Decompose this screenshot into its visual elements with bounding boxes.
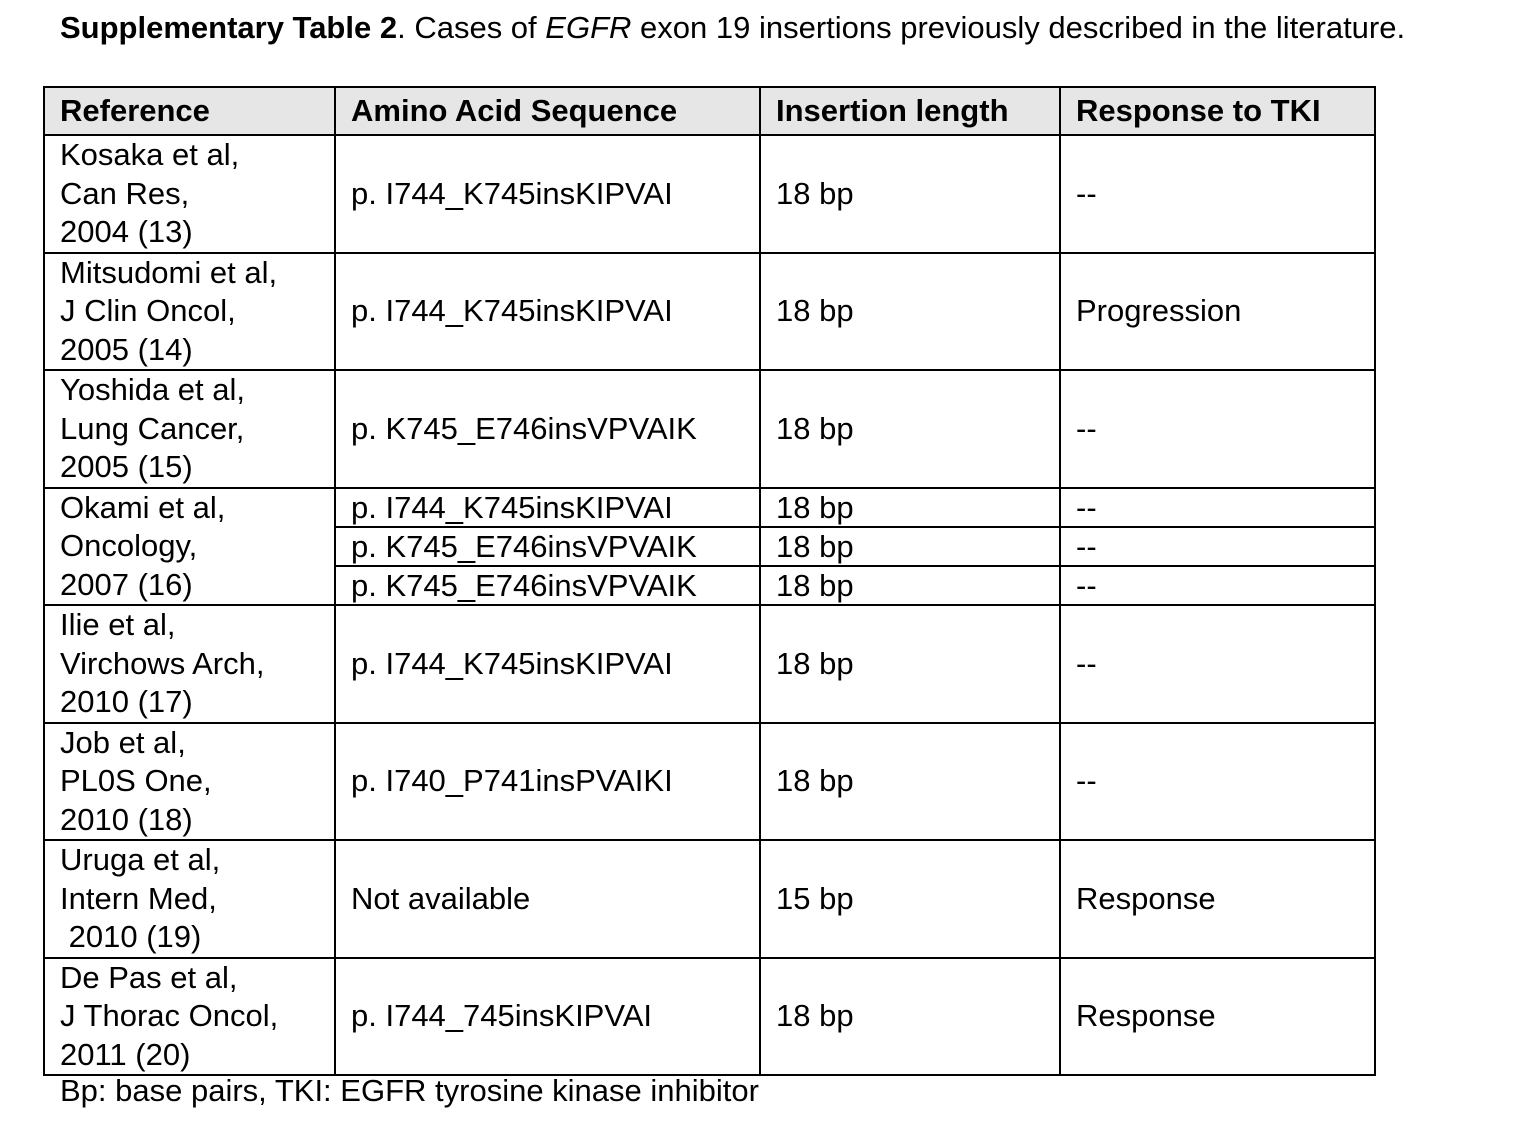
reference-line: PL0S One, — [60, 763, 212, 798]
reference-cell — [44, 723, 335, 841]
reference-cell — [44, 253, 335, 371]
table-row — [44, 488, 1375, 527]
reference-cell — [44, 370, 335, 488]
reference-line: 2004 (13) — [60, 214, 193, 249]
reference-line: Kosaka et al, — [60, 137, 240, 172]
response-cell: Progression — [1060, 253, 1375, 371]
reference-line: Yoshida et al, — [60, 372, 246, 407]
table-row — [44, 605, 1375, 723]
reference-line: Can Res, — [60, 175, 190, 211]
reference-line: J Thorac Oncol, — [60, 998, 279, 1033]
amino-acid-sequence-cell: p. I744_K745insKIPVAI — [335, 135, 760, 253]
header-reference: Reference — [44, 87, 335, 135]
insertion-length-cell: 18 bp — [760, 135, 1060, 253]
response-cell: -- — [1060, 605, 1375, 723]
amino-acid-sequence-cell: p. I744_K745insKIPVAI — [335, 605, 760, 723]
insertion-length-cell: 18 bp — [760, 370, 1060, 488]
reference-line: Job et al, — [60, 724, 186, 760]
amino-acid-sequence-cell: Not available — [335, 840, 760, 958]
reference-line: 2010 (19) — [60, 919, 202, 954]
insertion-length-cell: 18 bp — [760, 253, 1060, 371]
table-row — [44, 723, 1375, 841]
header-row — [44, 87, 1375, 135]
reference-cell — [44, 488, 335, 606]
amino-acid-sequence-cell: p. I744_K745insKIPVAI — [335, 488, 760, 527]
reference-line: 2005 (15) — [60, 449, 193, 484]
reference-line: Oncology, — [60, 528, 198, 563]
table-row — [44, 135, 1375, 253]
response-cell: -- — [1060, 566, 1375, 605]
table-row — [44, 840, 1375, 958]
amino-acid-sequence-cell: p. K745_E746insVPVAIK — [335, 527, 760, 566]
reference-line: J Clin Oncol, — [60, 293, 236, 328]
table-caption — [60, 8, 1405, 48]
caption-gene: EGFR — [545, 10, 632, 45]
reference-line: 2011 (20) — [60, 1036, 191, 1072]
reference-line: 2010 (18) — [60, 801, 193, 837]
insertion-length-cell: 18 bp — [760, 488, 1060, 527]
reference-line: De Pas et al, — [60, 959, 238, 995]
header-response-to-tki: Response to TKI — [1060, 87, 1375, 135]
insertion-length-cell: 18 bp — [760, 723, 1060, 841]
table-footnote: Bp: base pairs, TKI: EGFR tyrosine kinase inhibitor — [60, 1073, 759, 1108]
literature-table — [43, 86, 1376, 1076]
reference-cell — [44, 605, 335, 723]
insertion-length-cell: 15 bp — [760, 840, 1060, 958]
table-row — [44, 253, 1375, 371]
response-cell: -- — [1060, 135, 1375, 253]
response-cell: -- — [1060, 723, 1375, 841]
table-row — [44, 370, 1375, 488]
amino-acid-sequence-cell: p. I744_745insKIPVAI — [335, 958, 760, 1076]
insertion-length-cell: 18 bp — [760, 527, 1060, 566]
amino-acid-sequence-cell: p. K745_E746insVPVAIK — [335, 566, 760, 605]
table-row — [44, 958, 1375, 1076]
reference-line: Intern Med, — [60, 880, 217, 916]
response-cell: -- — [1060, 488, 1375, 527]
reference-line: Mitsudomi et al, — [60, 254, 278, 290]
reference-line: Virchows Arch, — [60, 645, 265, 681]
reference-line: 2010 (17) — [60, 684, 193, 719]
caption-post: exon 19 insertions previously described in the literature. — [631, 10, 1406, 45]
table-body — [44, 135, 1375, 1075]
amino-acid-sequence-cell: p. K745_E746insVPVAIK — [335, 370, 760, 488]
caption-pre: . Cases of — [397, 10, 546, 45]
amino-acid-sequence-cell: p. I740_P741insPVAIKI — [335, 723, 760, 841]
reference-cell — [44, 958, 335, 1076]
reference-line: Uruga et al, — [60, 842, 221, 877]
caption-label: Supplementary Table 2 — [60, 10, 398, 45]
reference-cell — [44, 135, 335, 253]
insertion-length-cell: 18 bp — [760, 605, 1060, 723]
response-cell: -- — [1060, 370, 1375, 488]
response-cell: -- — [1060, 527, 1375, 566]
reference-cell — [44, 840, 335, 958]
header-insertion-length: Insertion length — [760, 87, 1060, 135]
insertion-length-cell: 18 bp — [760, 958, 1060, 1076]
reference-line: 2007 (16) — [60, 566, 193, 602]
header-amino-acid-sequence: Amino Acid Sequence — [335, 87, 760, 135]
reference-line: Ilie et al, — [60, 607, 176, 642]
amino-acid-sequence-cell: p. I744_K745insKIPVAI — [335, 253, 760, 371]
reference-line: Lung Cancer, — [60, 410, 245, 446]
insertion-length-cell: 18 bp — [760, 566, 1060, 605]
response-cell: Response — [1060, 958, 1375, 1076]
response-cell: Response — [1060, 840, 1375, 958]
reference-line: 2005 (14) — [60, 331, 193, 367]
reference-line: Okami et al, — [60, 489, 226, 525]
